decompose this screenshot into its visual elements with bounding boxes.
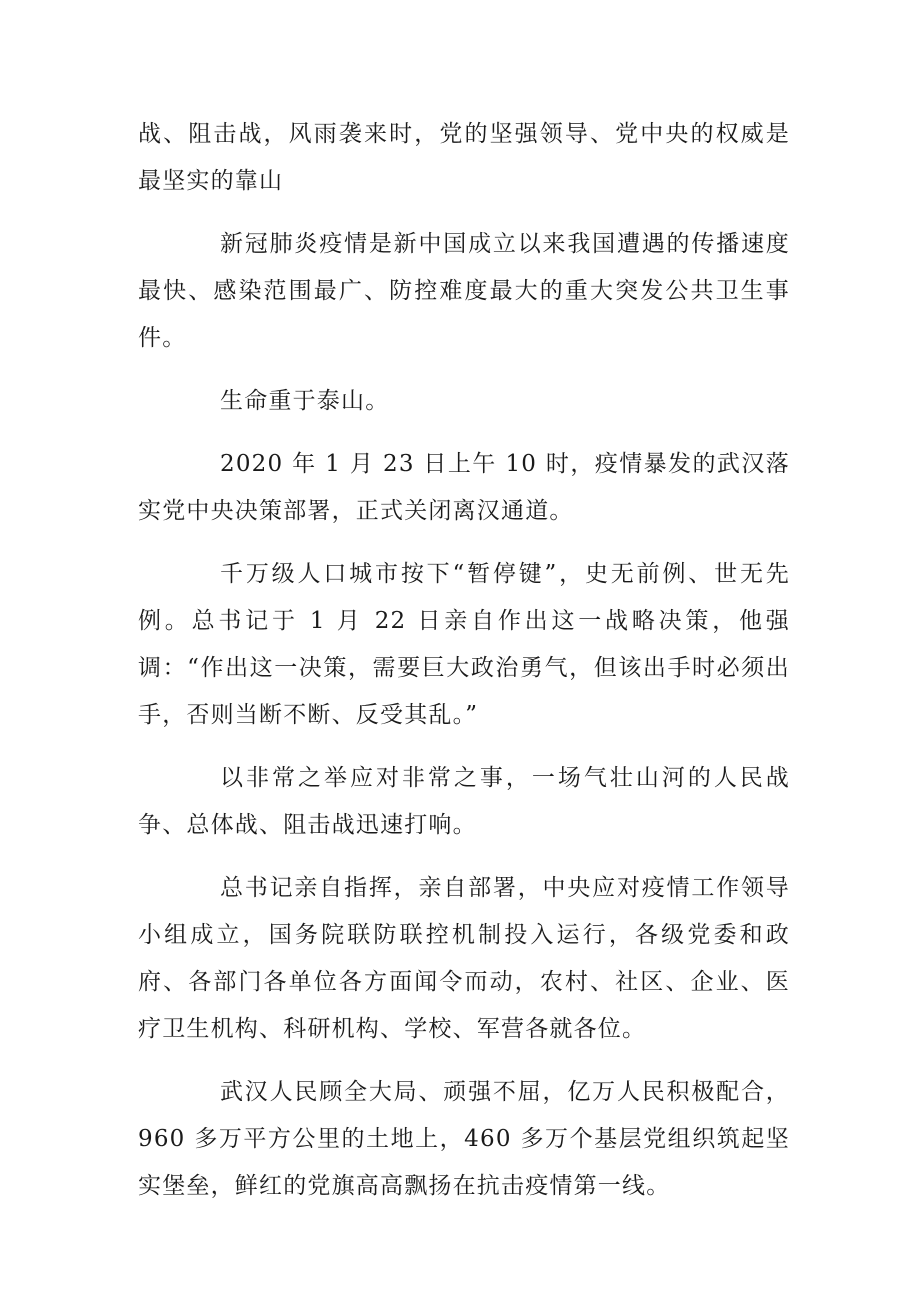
paragraph: 以非常之举应对非常之事，一场气壮山河的人民战争、总体战、阻击战迅速打响。: [138, 765, 790, 838]
paragraph: 总书记亲自指挥，亲自部署，中央应对疫情工作领导小组成立，国务院联防联控机制投入运行，各级党委和政府、各部门各单位各方面闻令而动，农村、社区、企业、医疗卫生机构、科研机构、学校、军营各就各位。: [138, 875, 790, 1042]
paragraph: 新冠肺炎疫情是新中国成立以来我国遭遇的传播速度最快、感染范围最广、防控难度最大的重大突发公共卫生事件。: [138, 231, 790, 351]
paragraph: 武汉人民顾全大局、顽强不屈，亿万人民积极配合，960 多万平方公里的土地上，460 多万个基层党组织筑起坚实堡垒，鲜红的党旗高高飘扬在抗击疫情第一线。: [138, 1079, 790, 1199]
paragraph: 生命重于泰山。: [220, 388, 390, 414]
paragraph: 千万级人口城市按下“暂停键”，史无前例、世无先例。总书记于 1 月 22 日亲自作出这一战略决策，他强调：“作出这一决策，需要巨大政治勇气，但该出手时必须出手，否则当断不断、反受其乱。”: [138, 561, 790, 728]
paragraph-continuation: 战、阻击战，风雨袭来时，党的坚强领导、党中央的权威是最坚实的靠山: [138, 121, 790, 194]
paragraph: 2020 年 1 月 23 日上午 10 时，疫情暴发的武汉落实党中央决策部署，正式关闭离汉通道。: [138, 451, 790, 524]
document-body: [138, 111, 790, 1226]
